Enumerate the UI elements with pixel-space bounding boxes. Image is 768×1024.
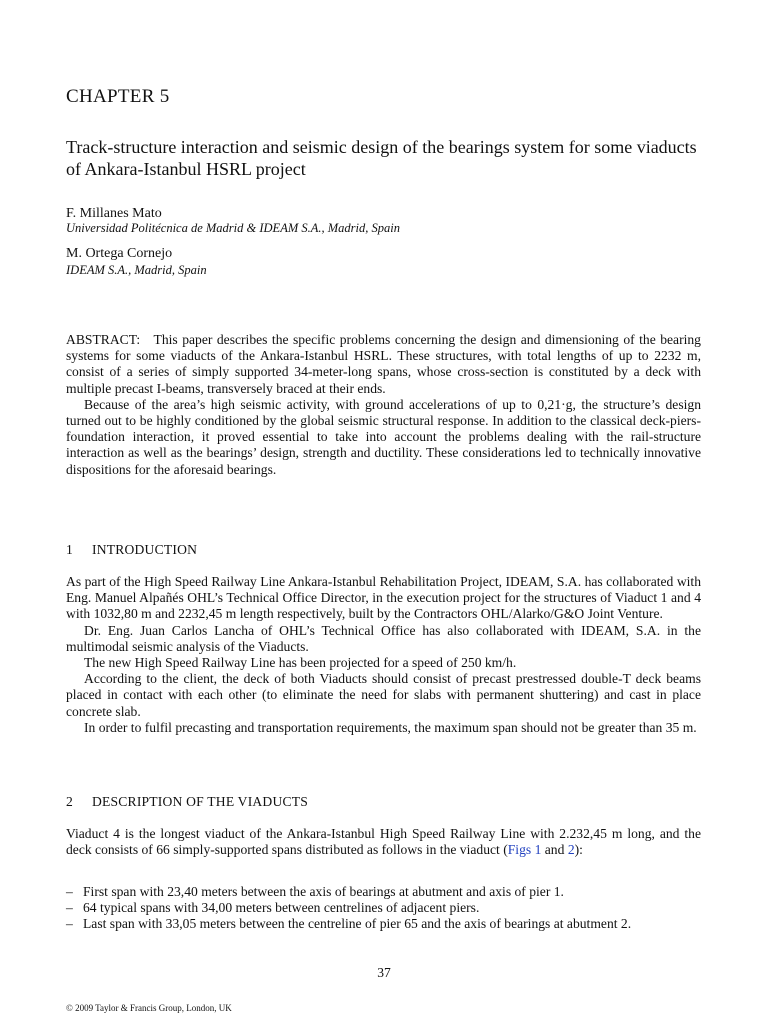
list-item-text: First span with 23,40 meters between the axis of bearings at abutment and axis of pier 1. xyxy=(83,884,564,899)
body-text: Viaduct 4 is the longest viaduct of the Ankara-Istanbul High Speed Railway Line with 2.232,45 m long, and the deck consists of 66 simply-supported spans distributed as follows in the viaduct ( xyxy=(66,826,701,858)
abstract-label: ABSTRACT: xyxy=(66,332,141,347)
body-paragraph: In order to fulfil precasting and transportation requirements, the maximum span should not be greater than 35 m. xyxy=(84,719,697,735)
figure-link[interactable]: Figs 1 xyxy=(507,842,542,858)
body-paragraph: The new High Speed Railway Line has been projected for a speed of 250 km/h. xyxy=(84,655,517,671)
span-list xyxy=(66,884,701,933)
body-text: and xyxy=(541,842,568,858)
list-marker: – xyxy=(66,884,73,899)
body-text: ): xyxy=(574,842,583,858)
list-item-text: 64 typical spans with 34,00 meters between centrelines of adjacent piers. xyxy=(83,900,480,916)
description-body xyxy=(66,826,701,858)
chapter-label: CHAPTER 5 xyxy=(66,86,170,107)
author-affiliation: Universidad Politécnica de Madrid & IDEAM S.A., Madrid, Spain xyxy=(66,221,400,235)
list-marker: – xyxy=(66,900,73,916)
list-marker: – xyxy=(66,916,73,932)
body-paragraph: As part of the High Speed Railway Line Ankara-Istanbul Rehabilitation Project, IDEAM, S.A. has collaborated with Eng. Manuel Alpañés OHL’s Technical Office Director, in the execution project for the structures of Viaduct 1 and 4 with 1032,80 m and 2232,45 m length respectively, built by the Contractors OHL/Alarko/G&O Joint Venture. xyxy=(66,574,701,622)
section-title: INTRODUCTION xyxy=(92,542,198,557)
page-number: 37 xyxy=(377,965,391,980)
introduction-body xyxy=(66,574,701,736)
section-heading-description xyxy=(66,794,308,810)
abstract-paragraph xyxy=(66,332,701,397)
abstract-paragraph: Because of the area’s high seismic activity, with ground accelerations of up to 0,21·g, the structure’s design turned out to be highly conditioned by the global seismic structural response. In addition to the classical deck-piers-foundation interaction, it proved essential to take into account the problems dealing with the rail-structure interaction as well as the bearings’ design, strength and ductility. These considerations led to technically innovative dispositions for the aforesaid bearings. xyxy=(66,396,701,477)
abstract-text: This paper describes the specific problems concerning the design and dimensioning of the bearing systems for some viaducts of the Ankara-Istanbul HSRL. These structures, with total lengths of up to 2232 m, consist of a series of simply supported 34-meter-long spans, whose cross-section is constituted by a deck with multiple precast I-beams, transversely braced at their ends. xyxy=(66,332,701,396)
copyright-notice: © 2009 Taylor & Francis Group, London, UK xyxy=(66,1003,232,1013)
list-item xyxy=(66,884,701,900)
section-title: DESCRIPTION OF THE VIADUCTS xyxy=(92,794,308,809)
section-number: 1 xyxy=(66,542,73,557)
body-paragraph: According to the client, the deck of both Viaducts should consist of precast prestressed double-T deck beams placed in contact with each other (to eliminate the need for slabs with permanent shuttering) and cast in place concrete slab. xyxy=(66,671,701,719)
list-item xyxy=(66,900,701,916)
section-number: 2 xyxy=(66,794,73,809)
body-paragraph: Dr. Eng. Juan Carlos Lancha of OHL’s Technical Office has also collaborated with IDEAM, S.A. in the multimodal seismic analysis of the Viaducts. xyxy=(66,622,701,654)
paper-title: Track-structure interaction and seismic design of the bearings system for some viaducts of Ankara-Istanbul HSRL project xyxy=(66,137,697,179)
figure-link[interactable]: 2 xyxy=(567,842,575,858)
list-item-text: Last span with 33,05 meters between the centreline of pier 65 and the axis of bearings at abutment 2. xyxy=(83,916,632,932)
author-affiliation: IDEAM S.A., Madrid, Spain xyxy=(66,263,207,277)
body-paragraph xyxy=(66,826,701,858)
author-name: F. Millanes Mato xyxy=(66,206,162,221)
list-item xyxy=(66,916,701,932)
section-heading-introduction xyxy=(66,542,197,558)
abstract xyxy=(66,332,701,478)
author-name: M. Ortega Cornejo xyxy=(66,246,173,261)
